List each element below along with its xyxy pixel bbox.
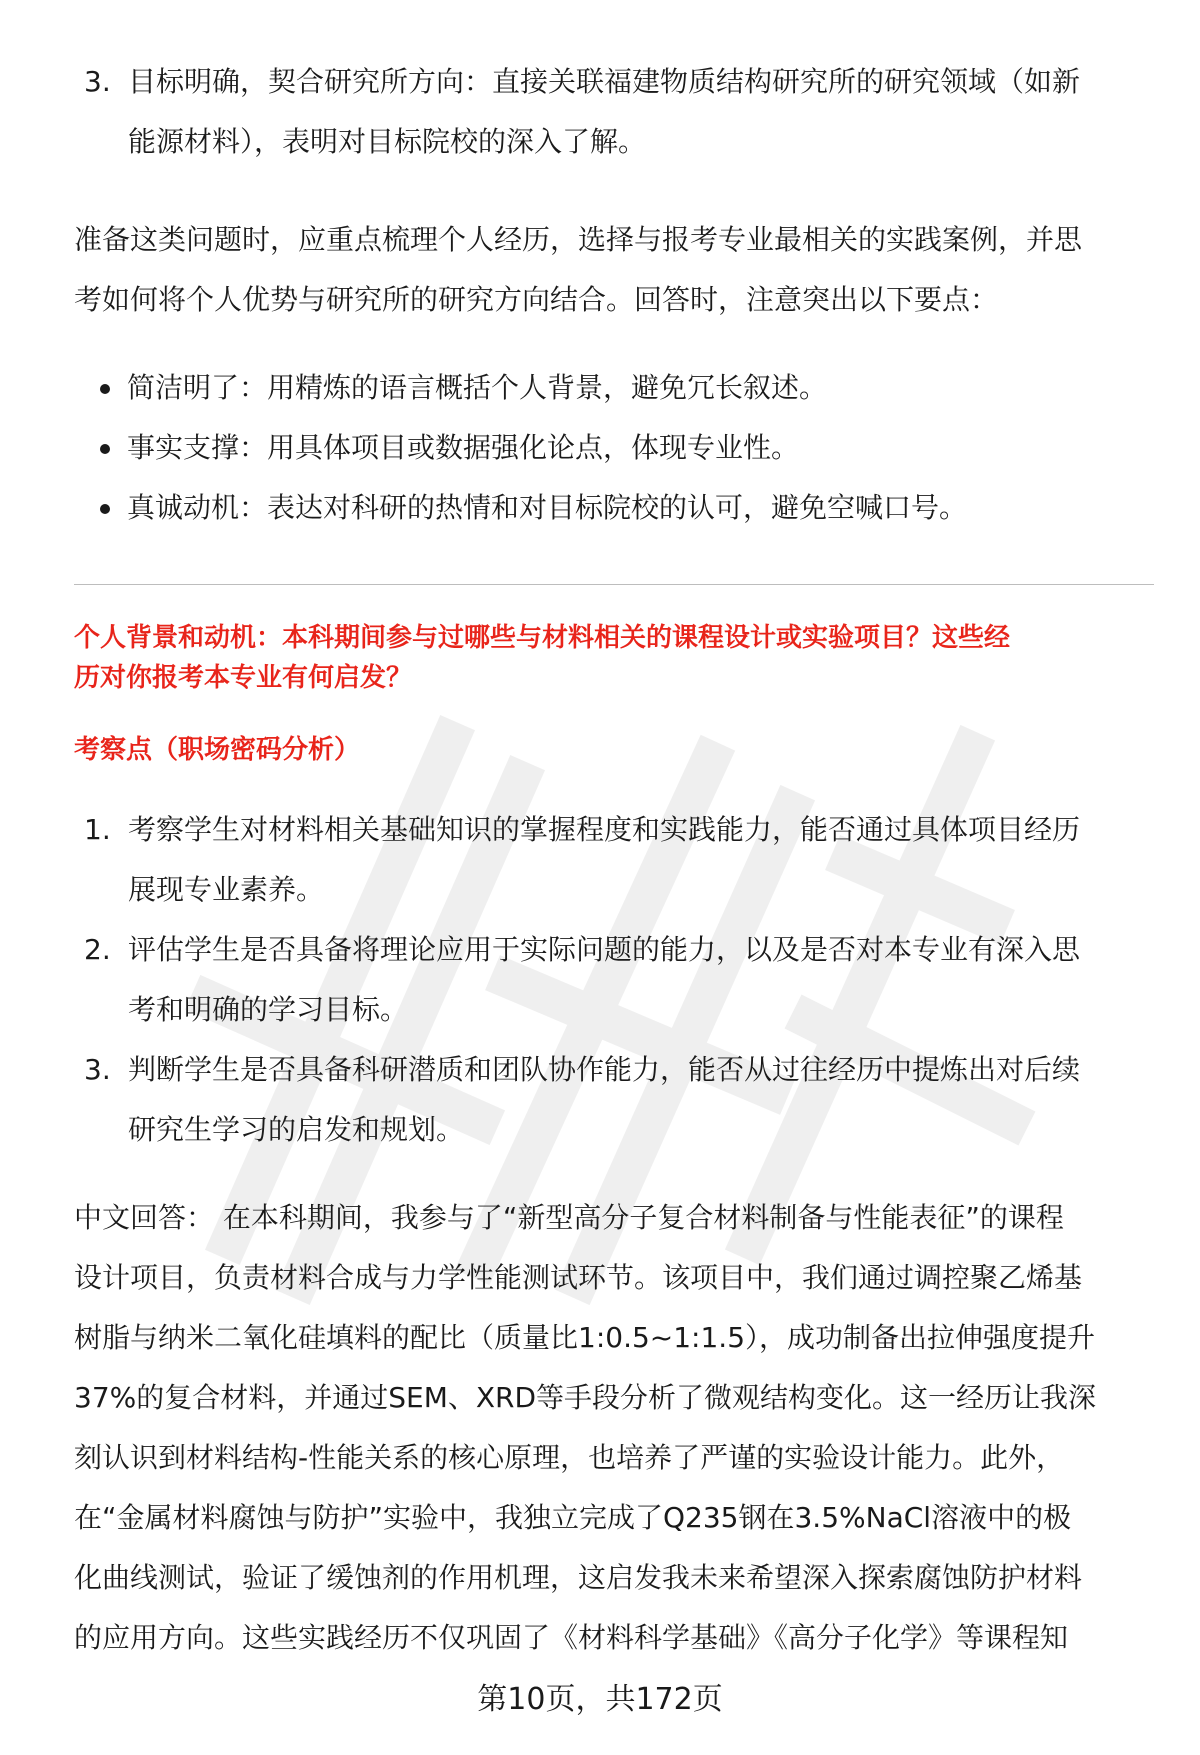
exam-point-1 [84,800,1164,920]
item-text-line-1: 评估学生是否具备将理论应用于实际问题的能力，以及是否对本专业有深入思 [128,933,1081,966]
exam-points-heading: 考察点（职场密码分析） [74,735,361,765]
item-number: 3. [84,65,111,98]
item-text-line-2: 能源材料），表明对目标院校的深入了解。 [128,125,647,158]
exam-point-2 [84,920,1164,1040]
prep-paragraph-line-2: 考如何将个人优势与研究所的研究方向结合。回答时，注意突出以下要点： [74,283,999,316]
bullet-dot-icon [100,444,110,454]
question-heading-line-1: 个人背景和动机：本科期间参与过哪些与材料相关的课程设计或实验项目？这些经 [74,623,1011,653]
answer-line: 刻认识到材料结构-性能关系的核心原理，也培养了严谨的实验设计能力。此外， [74,1441,1065,1474]
item-number: 2. [84,933,111,966]
bullet-dot-icon [100,384,110,394]
item-text-line-1: 目标明确，契合研究所方向：直接关联福建物质结构研究所的研究领域（如新 [128,65,1081,98]
page-number-footer: 第10页，共172页 [477,1682,723,1717]
item-text-line-2: 考和明确的学习目标。 [128,993,409,1026]
exam-point-3 [84,1040,1164,1160]
answer-line: 化曲线测试，验证了缓蚀剂的作用机理，这启发我未来希望深入探索腐蚀防护材料 [74,1561,1083,1594]
prep-paragraph-line-1: 准备这类问题时，应重点梳理个人经历，选择与报考专业最相关的实践案例，并思 [74,223,1083,256]
answer-line: 37%的复合材料，并通过SEM、XRD等手段分析了微观结构变化。这一经历让我深 [74,1381,1097,1414]
answer-line: 中文回答： 在本科期间，我参与了“新型高分子复合材料制备与性能表征”的课程 [74,1201,1064,1234]
bullet-dot-icon [100,504,110,514]
answer-line: 在“金属材料腐蚀与防护”实验中，我独立完成了Q235钢在3.5%NaCl溶液中的极 [74,1501,1072,1534]
answer-line: 树脂与纳米二氧化硅填料的配比（质量比1:0.5~1:1.5），成功制备出拉伸强度提升 [74,1321,1096,1354]
numbered-item-3-top [84,52,1164,172]
item-number: 3. [84,1053,111,1086]
item-text-line-2: 研究生学习的启发和规划。 [128,1113,465,1146]
item-text-line-2: 展现专业素养。 [128,873,325,906]
answer-line: 设计项目，负责材料合成与力学性能测试环节。该项目中，我们通过调控聚乙烯基 [74,1261,1083,1294]
key-point-text: 真诚动机：表达对科研的热情和对目标院校的认可，避免空喊口号。 [127,491,968,524]
key-point-text: 事实支撑：用具体项目或数据强化论点，体现专业性。 [127,431,800,464]
question-heading-line-2: 历对你报考本专业有何启发？ [74,663,413,693]
answer-line: 的应用方向。这些实践经历不仅巩固了《材料科学基础》《高分子化学》等课程知 [74,1621,1069,1654]
section-divider [74,584,1154,585]
key-point-text: 简洁明了：用精炼的语言概括个人背景，避免冗长叙述。 [127,371,828,404]
item-number: 1. [84,813,111,846]
item-text-line-1: 考察学生对材料相关基础知识的掌握程度和实践能力，能否通过具体项目经历 [128,813,1081,846]
item-text-line-1: 判断学生是否具备科研潜质和团队协作能力，能否从过往经历中提炼出对后续 [128,1053,1081,1086]
